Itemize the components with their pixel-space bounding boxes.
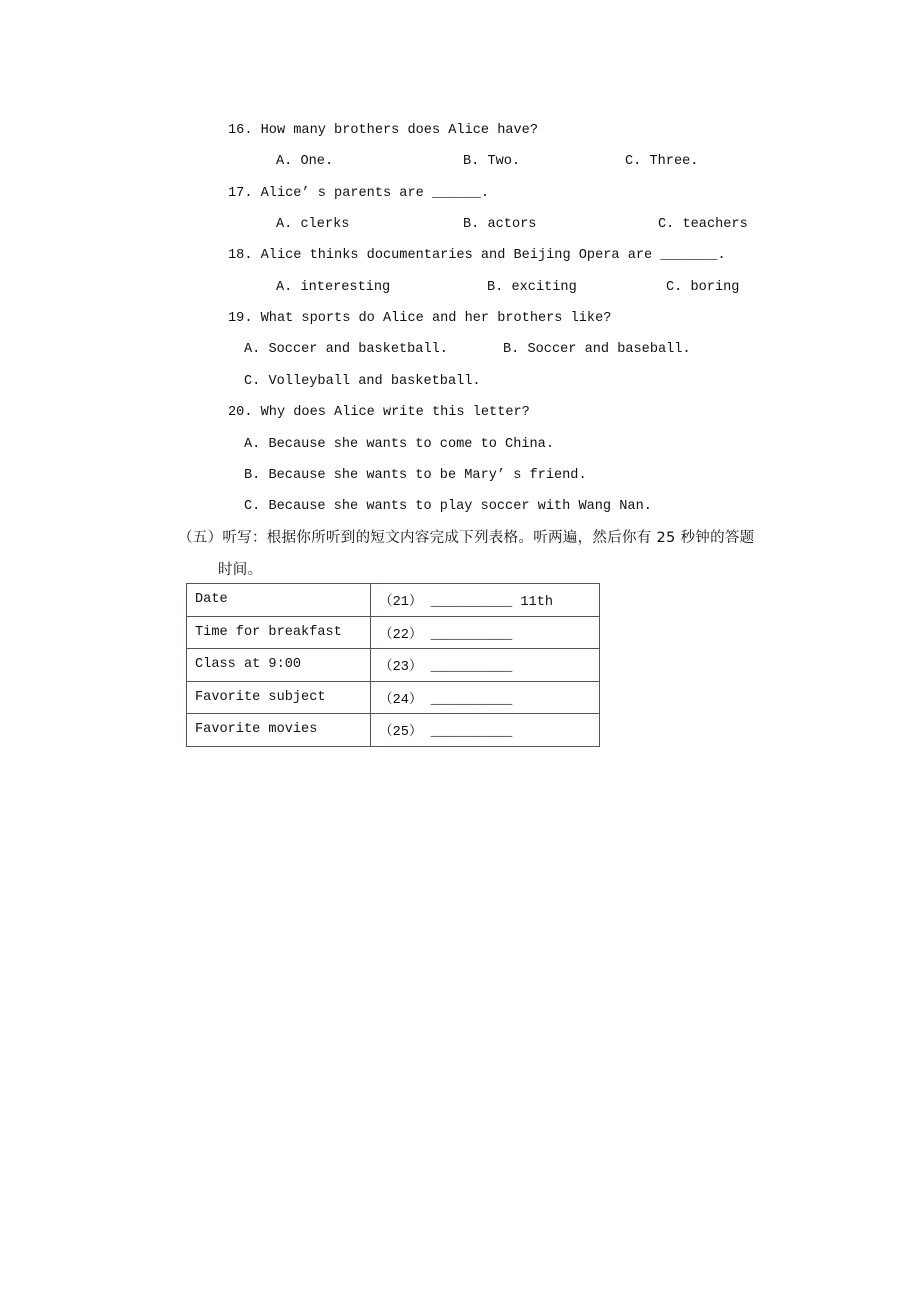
question-18: 18. Alice thinks documentaries and Beijing Opera are _______. xyxy=(228,248,726,263)
option-18c: C. boring xyxy=(666,280,740,295)
table-row xyxy=(187,616,600,649)
row-label: Date xyxy=(187,584,371,617)
option-17a: A. clerks xyxy=(276,217,350,232)
option-16c: C. Three. xyxy=(625,154,699,169)
row-label: Favorite subject xyxy=(187,681,371,714)
table-row xyxy=(187,649,600,682)
question-19: 19. What sports do Alice and her brothers like? xyxy=(228,311,612,326)
answer-blank: （22） __________ xyxy=(371,616,600,649)
option-20a: A. Because she wants to come to China. xyxy=(244,437,554,452)
option-20c: C. Because she wants to play soccer with Wang Nan. xyxy=(244,499,652,514)
section-instruction-cont: 时间。 xyxy=(218,562,263,578)
option-20b: B. Because she wants to be Mary’ s friend. xyxy=(244,468,587,483)
row-label: Favorite movies xyxy=(187,714,371,747)
row-label: Class at 9:00 xyxy=(187,649,371,682)
option-19a: A. Soccer and basketball. xyxy=(244,342,448,357)
answer-blank: （21） __________ 11th xyxy=(371,584,600,617)
section-instruction: （五）听写：根据你所听到的短文内容完成下列表格。听两遍，然后你有 25 秒钟的答题 xyxy=(178,530,755,546)
option-17c: C. teachers xyxy=(658,217,748,232)
answer-blank: （24） __________ xyxy=(371,681,600,714)
answer-blank: （23） __________ xyxy=(371,649,600,682)
option-19b: B. Soccer and baseball. xyxy=(503,342,691,357)
table-row xyxy=(187,584,600,617)
row-label: Time for breakfast xyxy=(187,616,371,649)
question-20: 20. Why does Alice write this letter? xyxy=(228,405,530,420)
table-row xyxy=(187,714,600,747)
question-16: 16. How many brothers does Alice have? xyxy=(228,123,538,138)
option-17b: B. actors xyxy=(463,217,537,232)
option-18b: B. exciting xyxy=(487,280,577,295)
question-17: 17. Alice’ s parents are ______. xyxy=(228,186,490,201)
answer-blank: （25） __________ xyxy=(371,714,600,747)
option-16a: A. One. xyxy=(276,154,334,169)
dictation-table xyxy=(186,583,600,747)
option-19c: C. Volleyball and basketball. xyxy=(244,374,481,389)
table-row xyxy=(187,681,600,714)
option-16b: B. Two. xyxy=(463,154,521,169)
option-18a: A. interesting xyxy=(276,280,391,295)
